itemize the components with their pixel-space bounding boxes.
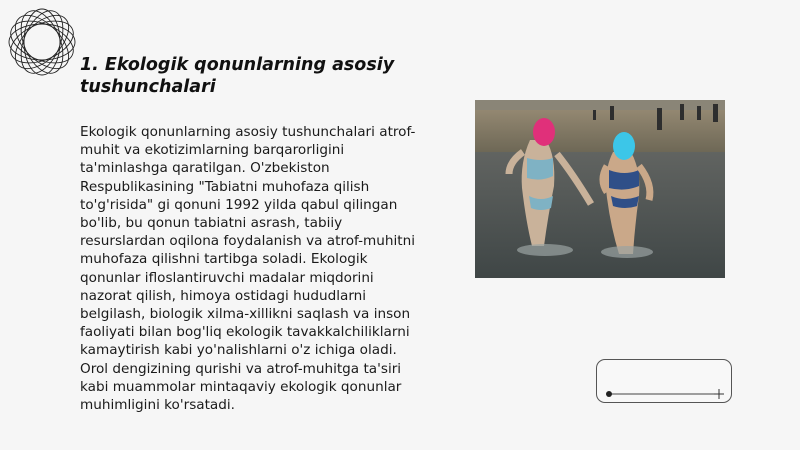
playhead-dot-icon — [606, 391, 612, 397]
media-playback-control[interactable] — [596, 359, 732, 403]
beach-swimmers-photo — [475, 100, 725, 278]
slide-body-text: Ekologik qonunlarning asosiy tushunchalari atrof-muhit va ekotizimlarning barqarorligini ta'minlashga qaratilgan. O'zbekiston Respublikasining "Tabiatni muhofaza qilish to'g'risida" gi qonuni 1992 yilda qabul qilingan bo'lib, bu qonun tabiatni asrash, tabiiy resurslardan oqilona foydalanish va atrof-muhitni muhofaza qilishni tartibga soladi. Ekologik qonunlar ifloslantiruvchi madalar miqdorini nazorat qilish, himoya ostidagi hududlarni belgilash, biologik xilma-xillikni saqlash va inson faoliyati bilan bog'liq ekologik tavakkalchiliklarni kamaytirish kabi yo'nalishlarni o'z ichiga oladi. Orol dengizining qurishi va atrof-muhitga ta'siri kabi muammolar mintaqaviy ekologik qonunlar muhimligini ko'rsatadi. — [80, 124, 416, 414]
slide-title: 1. Ekologik qonunlarning asosiy tushunchalari — [80, 55, 395, 97]
rosette-logo-icon — [4, 4, 80, 80]
